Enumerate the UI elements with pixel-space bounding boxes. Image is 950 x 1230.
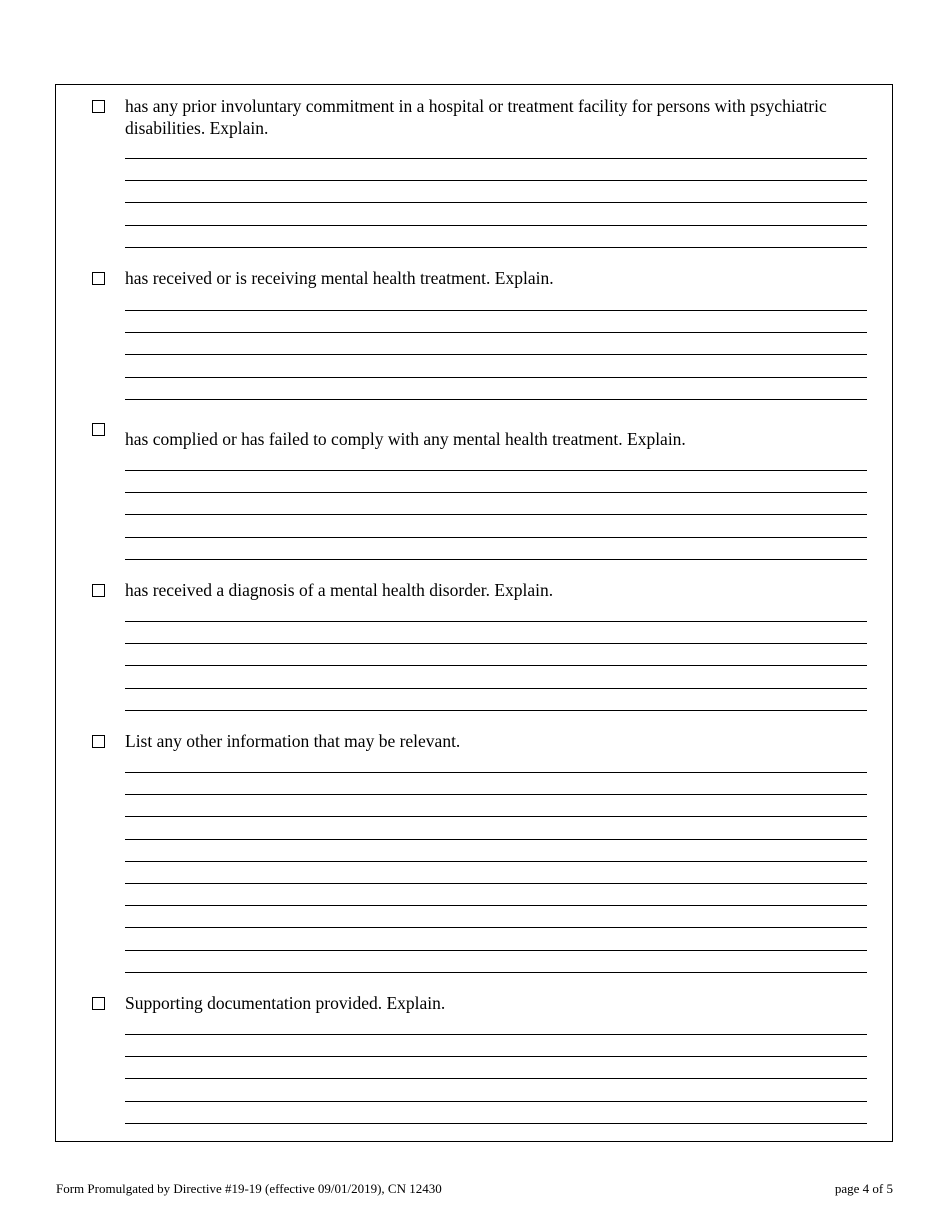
supporting-documentation-prompt: Supporting documentation provided. Explain. (125, 993, 446, 1013)
form-box (55, 84, 893, 1142)
answer-line (125, 332, 867, 333)
answer-line (125, 1078, 867, 1079)
answer-line (125, 1034, 867, 1035)
other-information-prompt: List any other information that may be relevant. (125, 731, 461, 751)
answer-line (125, 310, 867, 311)
answer-line (125, 972, 867, 973)
answer-line (125, 665, 867, 666)
answer-line (125, 202, 867, 203)
answer-line (125, 643, 867, 644)
prior-commitment-prompt: has any prior involuntary commitment in a hospital or treatment facility for persons with psychiatric disabilities. Explain. (125, 96, 827, 138)
answer-line (125, 180, 867, 181)
footer-page-label: page 4 of 5 (834, 1181, 893, 1196)
treatment-compliance-prompt: has complied or has failed to comply with any mental health treatment. Explain. (125, 429, 686, 449)
answer-line (125, 1056, 867, 1057)
answer-line (125, 537, 867, 538)
answer-line (125, 688, 867, 689)
answer-line (125, 225, 867, 226)
answer-line (125, 905, 867, 906)
answer-line (125, 247, 867, 248)
answer-line (125, 772, 867, 773)
supporting-documentation-checkbox[interactable] (92, 997, 105, 1010)
answer-line (125, 927, 867, 928)
mental-health-treatment-prompt: has received or is receiving mental health treatment. Explain. (125, 268, 554, 288)
answer-line (125, 514, 867, 515)
other-information-checkbox[interactable] (92, 735, 105, 748)
prior-commitment-checkbox[interactable] (92, 100, 105, 113)
footer-form-info: Form Promulgated by Directive #19-19 (effective 09/01/2019), CN 12430 (56, 1181, 442, 1196)
diagnosis-checkbox[interactable] (92, 584, 105, 597)
answer-line (125, 621, 867, 622)
answer-line (125, 816, 867, 817)
answer-line (125, 470, 867, 471)
answer-line (125, 794, 867, 795)
answer-line (125, 1123, 867, 1124)
diagnosis-prompt: has received a diagnosis of a mental health disorder. Explain. (125, 580, 554, 600)
answer-line (125, 158, 867, 159)
treatment-compliance-checkbox[interactable] (92, 423, 105, 436)
answer-line (125, 377, 867, 378)
answer-line (125, 492, 867, 493)
answer-line (125, 883, 867, 884)
answer-line (125, 354, 867, 355)
answer-line (125, 710, 867, 711)
answer-line (125, 399, 867, 400)
answer-line (125, 559, 867, 560)
answer-line (125, 839, 867, 840)
answer-line (125, 950, 867, 951)
answer-line (125, 861, 867, 862)
answer-line (125, 1101, 867, 1102)
mental-health-treatment-checkbox[interactable] (92, 272, 105, 285)
